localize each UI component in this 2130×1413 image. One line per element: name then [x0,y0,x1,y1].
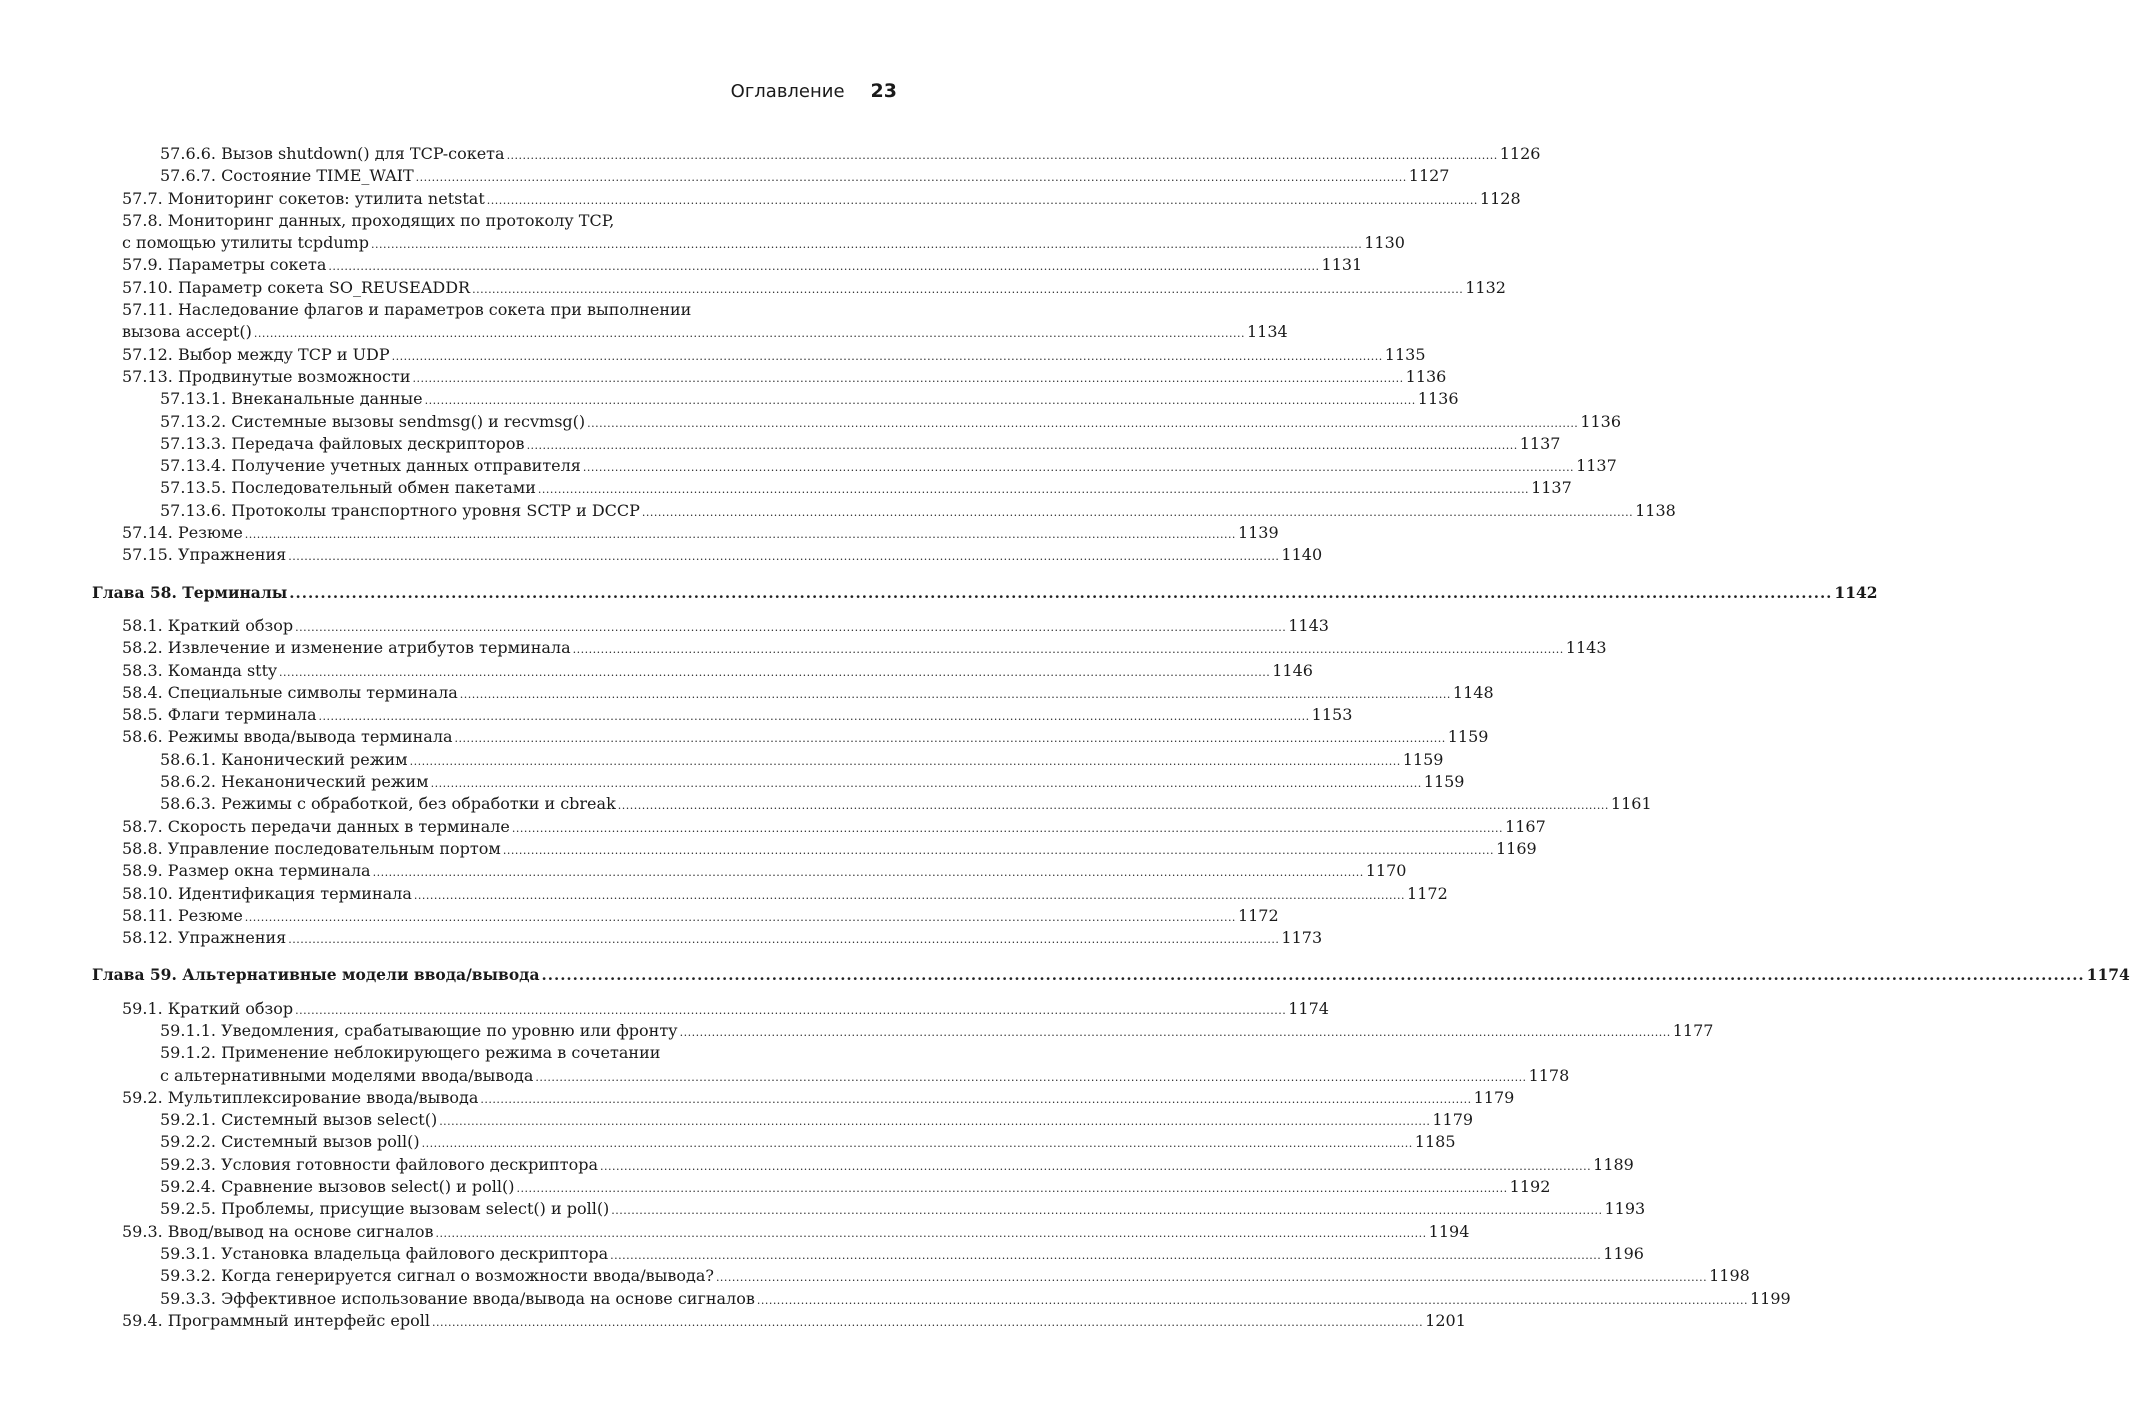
toc-entry-title-continuation: с помощью утилиты tcpdump [122,233,370,253]
dot-leader [480,1089,1471,1111]
dot-leader [512,818,1503,840]
toc-entry-title: 58.8. Управление последовательным портом [122,838,501,858]
toc-entry-title: 58.5. Флаги терминала [122,705,317,725]
toc-entry-title: 59.2.4. Сравнение вызовов select() и poll() [160,1177,515,1197]
dot-leader [288,929,1279,951]
toc-entry-title: 58.3. Команда stty [122,660,278,680]
toc-entry-title: 58.7. Скорость передачи данных в терминале [122,816,510,836]
dot-leader [432,1312,1423,1334]
toc-page-number: 1138 [1635,500,1676,520]
toc-page-number: 1140 [1281,545,1323,565]
dot-leader [439,1111,1430,1133]
toc-page-number: 1159 [1447,727,1489,747]
toc-entry-title: 59.3.2. Когда генерируется сигнал о возможности ввода/вывода? [160,1266,714,1286]
dot-leader [289,582,1832,604]
toc-entry[interactable] [92,704,1353,726]
dot-leader [455,728,1446,750]
toc-chapter-entry[interactable] [92,964,2130,986]
toc-entry[interactable] [92,1065,1570,1087]
dot-leader [295,1000,1286,1022]
dot-leader [460,684,1451,706]
dot-leader [487,190,1478,212]
toc-entry-title: 59.3.3. Эффективное использование ввода/вывода на основе сигналов [160,1288,755,1308]
header-page-number: 23 [870,80,897,102]
dot-leader [527,435,1518,457]
toc-entry-title: 58.6.1. Канонический режим [160,749,408,769]
toc-entry-title: 59.1.1. Уведомления, срабатывающие по уровню или фронту [160,1020,678,1040]
toc-entry[interactable] [92,188,1521,210]
toc-entry[interactable] [92,388,1459,410]
toc-entry-title: 59.2.3. Условия готовности файлового дескриптора [160,1154,598,1174]
dot-leader [254,323,1245,345]
toc-entry[interactable] [92,726,1489,748]
dot-leader [542,964,2085,986]
toc-entry-title: 57.11. Наследование флагов и параметров сокета при выполнении [122,300,692,320]
dot-leader [371,234,1362,256]
toc-entry[interactable] [92,615,1329,637]
toc-page-number: 1194 [1428,1221,1470,1241]
toc-page-number: 1146 [1272,660,1313,680]
toc-entry-title: 59.4. Программный интерфейс epoll [122,1310,430,1330]
toc-page-number: 1179 [1432,1110,1474,1130]
dot-leader [245,907,1236,929]
toc-entry[interactable] [92,544,1323,566]
toc-entry[interactable] [92,500,1676,522]
toc-entry[interactable] [92,165,1450,187]
dot-leader [425,390,1416,412]
toc-entry-title: 58.2. Извлечение и изменение атрибутов терминала [122,638,571,658]
dot-leader [245,524,1236,546]
dot-leader [288,546,1279,568]
toc-entry-title: 57.13.6. Протоколы транспортного уровня SCTP и DCCP [160,500,640,520]
toc-entry-title: 59.3.1. Установка владельца файлового дескриптора [160,1243,609,1263]
toc-page-number: 1142 [1834,582,1878,602]
toc-entry-title: 59.1. Краткий обзор [122,998,294,1018]
dot-leader [611,1200,1602,1222]
toc-page-number: 1159 [1423,772,1465,792]
toc-page-number: 1130 [1364,233,1405,253]
toc-entry[interactable] [92,321,1288,343]
dot-leader [642,502,1633,524]
toc-page-number: 1174 [1288,998,1329,1018]
dot-leader [436,1223,1427,1245]
toc-page-number: 1143 [1288,615,1329,635]
toc-entry-title: 57.14. Резюме [122,523,243,543]
dot-leader [319,706,1310,728]
toc-entry-title: 58.10. Идентификация терминала [122,883,412,903]
toc-entry[interactable] [92,1310,1466,1332]
toc-page-number: 1198 [1709,1266,1750,1286]
toc-entry-title: 57.13.1. Внеканальные данные [160,389,423,409]
toc-entry[interactable] [92,277,1506,299]
toc-entry-title: 58.6.3. Режимы с обработкой, без обработки и cbreak [160,794,616,814]
toc-entry-title: 58.6. Режимы ввода/вывода терминала [122,727,453,747]
toc-page-number: 1126 [1499,144,1541,163]
dot-leader [412,368,1403,390]
table-of-contents [92,143,2130,1332]
toc-entry-title: 57.8. Мониторинг данных, проходящих по протоколу TCP, [122,210,615,230]
dot-leader [373,862,1364,884]
toc-entry[interactable] [92,1198,1646,1220]
toc-entry-title: 57.7. Мониторинг сокетов: утилита netstat [122,188,485,208]
dot-leader [422,1133,1413,1155]
toc-page-number: 1193 [1604,1199,1646,1219]
toc-entry-title-continuation: с альтернативными моделями ввода/вывода [160,1065,534,1085]
toc-entry[interactable] [92,682,1494,704]
toc-entry[interactable] [92,998,1329,1020]
dot-leader [573,639,1564,661]
toc-page-number: 1192 [1509,1177,1551,1197]
toc-page-number: 1177 [1672,1020,1714,1040]
toc-entry-title: 58.11. Резюме [122,905,243,925]
dot-leader [410,751,1401,773]
toc-page-number: 1148 [1452,682,1494,702]
toc-entry-title: 59.2.5. Проблемы, присущие вызовам select() и poll() [160,1199,610,1219]
toc-entry[interactable] [92,816,1546,838]
toc-entry[interactable] [92,927,1323,949]
toc-page-number: 1135 [1384,344,1426,364]
toc-entry[interactable] [92,433,1561,455]
dot-leader [416,167,1407,189]
toc-entry[interactable] [92,793,1652,815]
toc-page-number: 1196 [1603,1243,1644,1263]
toc-page-number: 1136 [1405,366,1447,386]
toc-page-number: 1127 [1408,166,1450,186]
toc-page-number: 1201 [1425,1310,1466,1330]
toc-page-number: 1178 [1528,1065,1570,1085]
toc-entry-line [92,210,897,232]
toc-entry[interactable] [92,860,1407,882]
dot-leader [503,840,1494,862]
dot-leader [328,256,1319,278]
toc-entry-title: 57.9. Параметры сокета [122,255,327,275]
toc-page-number: 1179 [1473,1087,1515,1107]
toc-entry[interactable] [92,143,1541,165]
toc-entry[interactable] [92,232,1405,254]
toc-entry[interactable] [92,1288,1791,1310]
toc-entry-title: 57.13. Продвинутые возможности [122,366,411,386]
toc-entry-title: 58.1. Краткий обзор [122,615,294,635]
toc-entry[interactable] [92,1109,1474,1131]
toc-entry[interactable] [92,749,1444,771]
running-header [731,80,897,102]
dot-leader [295,617,1286,639]
toc-entry[interactable] [92,660,1313,682]
toc-entry-title: 59.2.1. Системный вызов select() [160,1110,438,1130]
toc-entry-title: 57.13.5. Последовательный обмен пакетами [160,478,536,498]
toc-page-number: 1136 [1580,411,1622,431]
toc-page-number: 1128 [1479,188,1521,208]
toc-page-number: 1137 [1519,433,1561,453]
toc-page-number: 1189 [1593,1154,1634,1174]
toc-entry-title: 57.6.7. Состояние TIME_WAIT [160,166,414,186]
toc-page-number: 1132 [1465,277,1506,297]
dot-leader [414,885,1405,907]
toc-page-number: 1199 [1749,1288,1791,1308]
dot-leader [392,346,1383,368]
toc-entry-line [92,1042,897,1064]
toc-entry-title: 58.6.2. Неканонический режим [160,772,429,792]
toc-page-number: 1173 [1281,928,1323,948]
toc-entry[interactable] [92,1087,1515,1109]
toc-entry[interactable] [92,455,1617,477]
toc-page-number: 1136 [1417,389,1459,409]
toc-entry[interactable] [92,905,1279,927]
toc-page-number: 1172 [1407,883,1448,903]
toc-entry[interactable] [92,254,1363,276]
toc-entry-title: Глава 58. Терминалы [92,582,288,602]
toc-entry-title: 57.12. Выбор между TCP и UDP [122,344,390,364]
toc-entry[interactable] [92,1243,1644,1265]
toc-entry[interactable] [92,1154,1634,1176]
toc-page-number: 1159 [1402,749,1444,769]
dot-leader [600,1156,1591,1178]
toc-entry-title: Глава 59. Альтернативные модели ввода/вывода [92,965,540,985]
toc-page-number: 1131 [1321,255,1363,275]
toc-entry-title: 58.12. Упражнения [122,928,287,948]
toc-page-number: 1185 [1414,1132,1456,1152]
toc-page-number: 1139 [1237,523,1279,543]
toc-entry[interactable] [92,637,1607,659]
header-title: Оглавление [730,81,845,102]
toc-entry[interactable] [92,838,1537,860]
dot-leader [610,1245,1601,1267]
toc-entry-title: 57.13.3. Передача файловых дескрипторов [160,433,525,453]
toc-page-number: 1137 [1531,478,1572,498]
toc-page-number: 1170 [1365,861,1407,881]
toc-page-number: 1169 [1496,838,1537,858]
toc-entry-title: 57.13.2. Системные вызовы sendmsg() и recvmsg() [160,411,586,431]
dot-leader [583,457,1574,479]
toc-entry[interactable] [92,1176,1551,1198]
toc-page-number: 1153 [1311,705,1353,725]
toc-page-number: 1167 [1505,816,1546,836]
toc-entry-title: 59.1.2. Применение неблокирующего режима в сочетании [160,1043,661,1063]
toc-entry[interactable] [92,344,1426,366]
toc-entry[interactable] [92,771,1465,793]
toc-entry-title: 57.6.6. Вызов shutdown() для TCP-сокета [160,144,505,163]
toc-entry[interactable] [92,1020,1714,1042]
toc-entry[interactable] [92,366,1447,388]
toc-entry[interactable] [92,411,1622,433]
toc-page-number: 1143 [1565,638,1607,658]
dot-leader [716,1267,1707,1289]
dot-leader [535,1067,1526,1089]
toc-entry-title: 59.3. Ввод/вывод на основе сигналов [122,1221,434,1241]
toc-entry-line [92,299,897,321]
dot-leader [680,1022,1671,1044]
dot-leader [517,1178,1508,1200]
toc-entry[interactable] [92,477,1572,499]
toc-entry-title-continuation: вызова accept() [122,322,252,342]
dot-leader [472,279,1463,301]
toc-entry-title: 58.9. Размер окна терминала [122,861,371,881]
toc-entry-title: 57.13.4. Получение учетных данных отправителя [160,456,581,476]
toc-entry-title: 57.15. Упражнения [122,545,287,565]
toc-entry[interactable] [92,522,1279,544]
dot-leader [538,479,1529,501]
dot-leader [507,145,1498,167]
toc-page-number: 1161 [1610,794,1652,814]
toc-page-number: 1134 [1246,322,1288,342]
toc-entry[interactable] [92,1221,1470,1243]
dot-leader [618,795,1609,817]
toc-entry[interactable] [92,883,1448,905]
toc-entry-title: 59.2.2. Системный вызов poll() [160,1132,420,1152]
toc-entry[interactable] [92,1265,1750,1287]
toc-entry-title: 57.10. Параметр сокета SO_REUSEADDR [122,277,471,297]
dot-leader [279,662,1270,684]
dot-leader [431,773,1422,795]
toc-entry-title: 59.2. Мультиплексирование ввода/вывода [122,1087,479,1107]
toc-page-number: 1172 [1237,905,1279,925]
toc-chapter-entry[interactable] [92,582,1878,604]
toc-entry-title: 58.4. Специальные символы терминала [122,682,458,702]
dot-leader [587,413,1578,435]
toc-page-number: 1174 [2086,965,2130,985]
toc-page-number: 1137 [1576,456,1617,476]
dot-leader [757,1290,1748,1312]
toc-entry[interactable] [92,1131,1456,1153]
